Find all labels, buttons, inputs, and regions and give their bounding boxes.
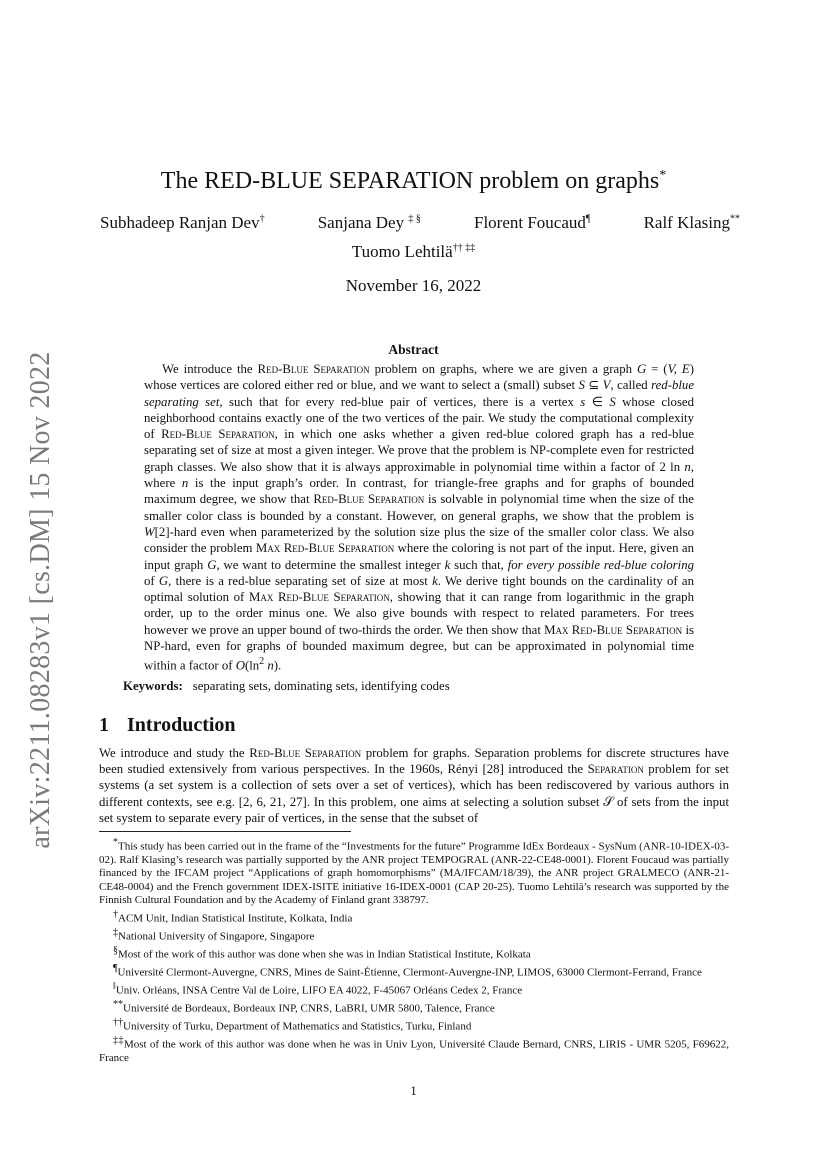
footnote: [99, 962, 729, 980]
footnote-text: National University of Singapore, Singapore: [118, 930, 315, 943]
arxiv-id-text: arXiv:2211.08283v1 [cs.DM] 15 Nov 2022: [25, 351, 56, 849]
arxiv-identifier-stamp: [18, 350, 64, 850]
paper-date: November 16, 2022: [345, 276, 482, 295]
footnote: [99, 1034, 729, 1065]
footnote: [99, 926, 729, 944]
author-list-line-2: [0, 242, 827, 262]
footnote: [99, 836, 729, 908]
footnote-mark: †: [113, 908, 118, 920]
abstract-body: We introduce the Red-Blue Separation problem on graphs, where we are given a graph G = (V, E) whose vertices are colored either red or blue, and we want to select a (small) subset S ⊆ V, called red-blue separating set, such that for every red-blue pair of vertices, there is a vertex s ∈ S whose closed neighborhood contains exactly one of the two vertices of the pair. We study the computational complexity of Red-Blue Separation, in which one asks whether a given red-blue colored graph has a red-blue separating set of size at most a given integer. We prove that the problem is NP-complete even for restricted graph classes. We also show that it is always approximable in polynomial time within a factor of 2 ln n, where n is the input graph’s order. In contrast, for triangle-free graphs and for graphs of bounded maximum degree, we show that Red-Blue Separation is solvable in polynomial time when the size of the smaller color class is bounded by a constant. However, on general graphs, we show that the problem is W[2]-hard even when parameterized by the solution size plus the size of the smaller color class. We also consider the problem Max Red-Blue Separation where the coloring is not part of the input. Here, given an input graph G, we want to determine the smallest integer k such that, for every possible red-blue coloring of G, there is a red-blue separating set of size at most k. We derive tight bounds on the cardinality of an optimal solution of Max Red-Blue Separation, showing that it can range from logarithmic in the graph order, up to the order minus one. We also give bounds with respect to related parameters. For trees however we prove an upper bound of two-thirds the order. We then show that Max Red-Blue Separation is NP-hard, even for graphs of bounded maximum degree, but can be approximated in polynomial time within a factor of $O(\ln^2$ n).: [144, 362, 695, 673]
footnote-mark: *: [113, 837, 118, 848]
footnote: [99, 908, 729, 926]
footnote-mark: ¶: [113, 962, 118, 974]
section-title: Introduction: [127, 714, 236, 736]
introduction-paragraph: We introduce and study the Red-Blue Separation problem for graphs. Separation problems for discrete structures have been studied extensively from various perspectives. In the 1960s, Rényi [28] introduced the Separation problem for set systems (a set system is a collection of sets over a set of vertices), which has been rediscovered by various authors in different contexts, see e.g. [2, 6, 21, 27]. In this problem, one aims at selecting a solution subset 𝒮 of sets from the input set system to separate every pair of vertices, in the sense that the subset of: [99, 746, 729, 825]
author: [352, 242, 475, 261]
abstract-heading: Abstract: [388, 342, 439, 357]
footnote: [99, 1016, 729, 1034]
author: [644, 213, 740, 233]
title-footnote-mark: *: [659, 168, 667, 183]
footnote-text: This study has been carried out in the frame of the “Investments for the future” Programme IdEx Bordeaux - SysNum (ANR-10-IDEX-03-02). Ralf Klasing’s research was partially supported by the ANR project TEMPOGRAL (ANR-22-CE48-0001). Florent Foucaud was partially financed by the IFCAM project “Applications of graph homomorphisms” (MA/IFCAM/18/39), the ANR project GRALMECO (ANR-21-CE48-0004) and the French government IDEX-ISITE initiative 16-IDEX-0001 (CAP 20-25). Tuomo Lehtilä’s research was supported by the Finnish Cultural Foundation and by the Academy of Finland grant 338797.: [99, 840, 729, 907]
author-mark: ¶: [585, 213, 591, 225]
footnote-separator: [99, 831, 351, 832]
keywords-label: Keywords:: [123, 679, 183, 693]
author: [318, 213, 421, 233]
footnote-mark: ††: [113, 1017, 123, 1029]
author-name: Ralf Klasing: [643, 213, 730, 232]
section-number: 1: [99, 714, 109, 736]
author: [100, 213, 265, 233]
author-mark: †† ‡‡: [452, 242, 476, 254]
keywords: [123, 679, 723, 694]
author-name: Subhadeep Ranjan Dev: [100, 213, 260, 232]
footnote-mark: **: [113, 999, 123, 1010]
paper-title: [0, 168, 827, 195]
footnote: [99, 998, 729, 1016]
footnote-mark: ‡‡: [113, 1035, 124, 1047]
footnote-text: Université Clermont-Auvergne, CNRS, Mines de Saint-Étienne, Clermont-Auvergne-INP, LIMOS, 63000 Clermont-Ferrand, France: [117, 966, 702, 979]
author-name: Tuomo Lehtilä: [351, 242, 453, 261]
author-mark: **: [729, 213, 740, 225]
title-text: The RED-BLUE SEPARATION problem on graphs: [160, 168, 660, 194]
page-number: 1: [410, 1083, 417, 1098]
author: [474, 213, 590, 233]
footnote-text: Univ. Orléans, INSA Centre Val de Loire, LIFO EA 4022, F-45067 Orléans Cedex 2, France: [115, 984, 523, 997]
footnote-text: ACM Unit, Indian Statistical Institute, Kolkata, India: [118, 912, 353, 925]
author-mark: ‡ §: [408, 213, 421, 225]
footnotes: [99, 836, 729, 1066]
footnote-text: University of Turku, Department of Mathematics and Statistics, Turku, Finland: [123, 1020, 472, 1033]
section-heading: [99, 714, 236, 737]
author-list: [100, 213, 740, 233]
author-name: Florent Foucaud: [474, 213, 586, 232]
footnote-text: Université de Bordeaux, Bordeaux INP, CNRS, LaBRI, UMR 5800, Talence, France: [123, 1002, 495, 1015]
footnote-text: Most of the work of this author was done when she was in Indian Statistical Institute, Kolkata: [118, 948, 531, 961]
footnote-mark: ‡: [113, 926, 118, 938]
keywords-list: separating sets, dominating sets, identifying codes: [192, 679, 450, 693]
footnote-text: Most of the work of this author was done when he was in Univ Lyon, Université Claude Bernard, CNRS, LIRIS - UMR 5205, F69622, France: [99, 1038, 729, 1065]
footnote-mark: ‖: [113, 980, 116, 992]
footnote: [99, 944, 729, 962]
author-name: Sanjana Dey: [317, 213, 405, 232]
footnote: [99, 980, 729, 998]
footnote-mark: §: [113, 944, 118, 956]
author-mark: †: [259, 213, 265, 225]
